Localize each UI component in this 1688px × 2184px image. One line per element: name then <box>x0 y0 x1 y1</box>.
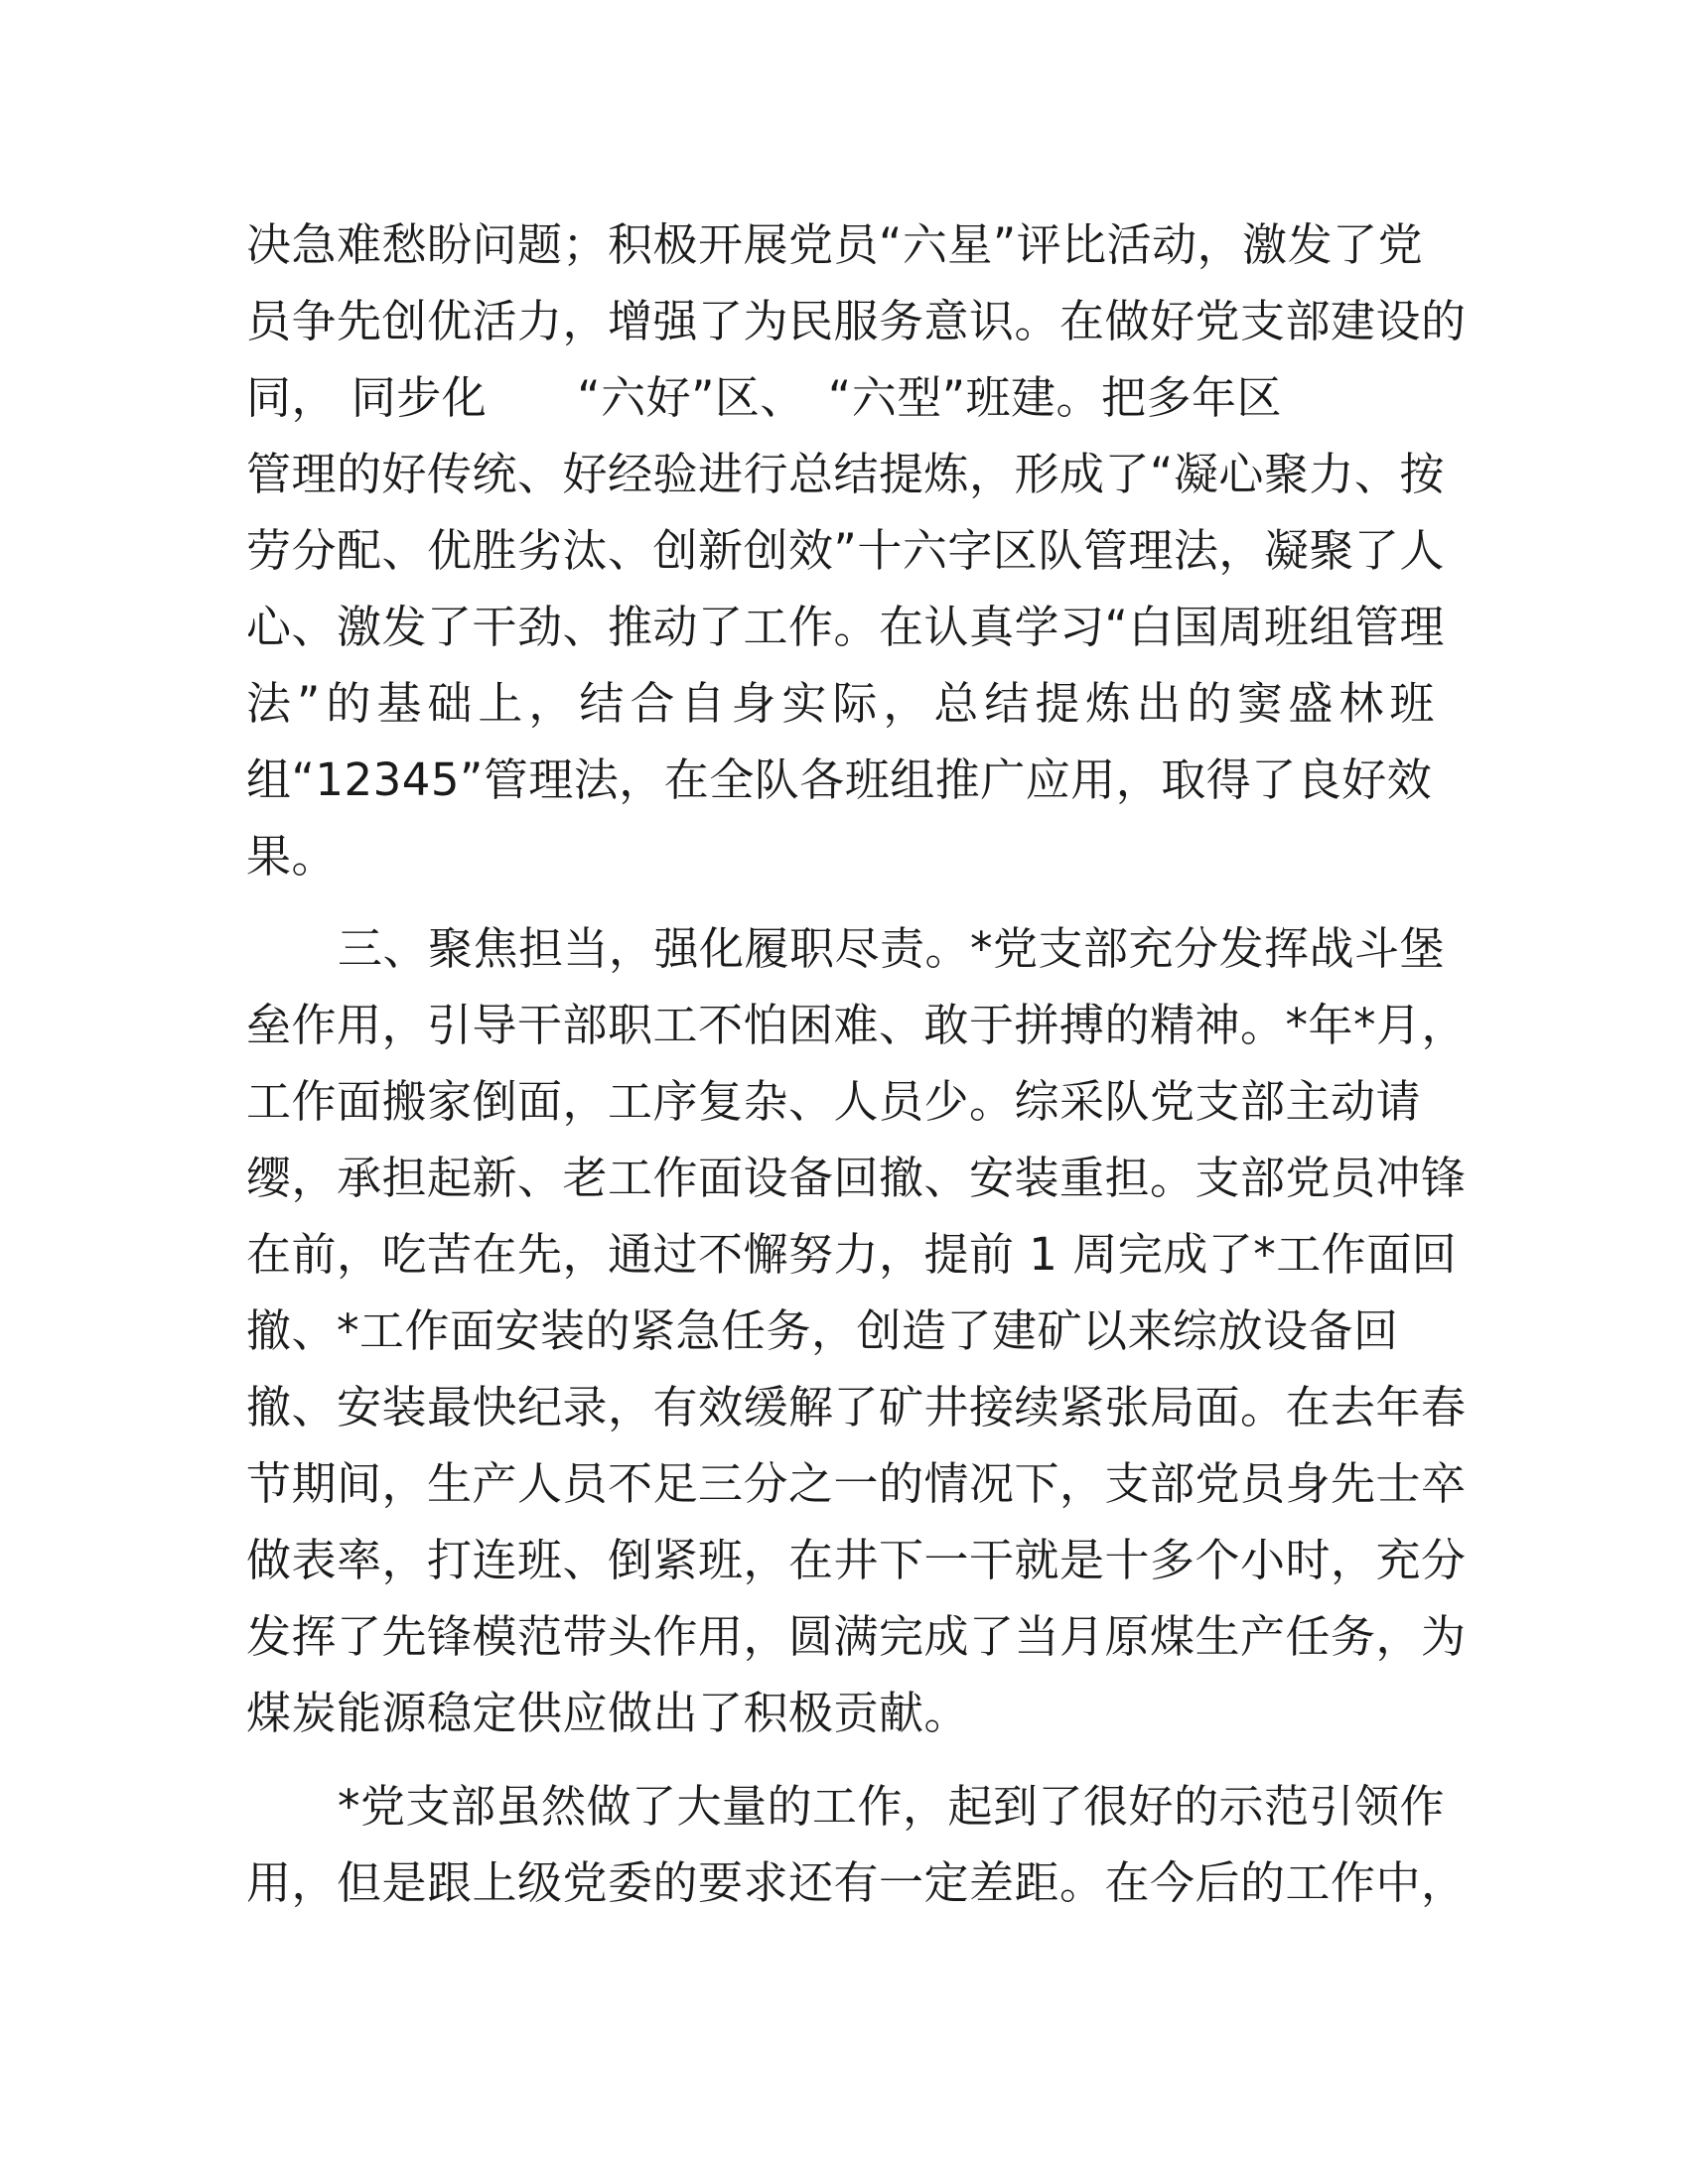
text-line-9: 果。 <box>246 830 338 883</box>
text-line-16: 撤、安装最快纪录，有效缓解了矿井接续紧张局面。在去年春 <box>246 1381 1467 1433</box>
text-line-18: 做表率，打连班、倒紧班，在井下一干就是十多个小时，充分 <box>246 1534 1467 1586</box>
section-three-first-line: 三、聚焦担当，强化履职尽责。*党支部充分发挥战斗堡 <box>338 922 1446 975</box>
text-line-5: 劳分配、优胜劣汰、创新创效”十六字区队管理法，凝聚了人 <box>246 524 1445 577</box>
text-line-13: 缨，承担起新、老工作面设备回撤、安装重担。支部党员冲锋 <box>246 1152 1467 1204</box>
text-line-17: 节期间，生产人员不足三分之一的情况下，支部党员身先士卒 <box>246 1457 1467 1510</box>
text-line-4: 管理的好传统、好经验进行总结提炼，形成了“凝心聚力、按 <box>246 448 1445 500</box>
text-line-11: 垒作用，引导干部职工不怕困难、敢于拼搏的精神。*年*月， <box>246 999 1468 1051</box>
text-line-1: 决急难愁盼问题；积极开展党员“六星”评比活动，激发了党 <box>246 218 1424 271</box>
text-line-19: 发挥了先锋模范带头作用，圆满完成了当月原煤生产任务，为 <box>246 1610 1467 1663</box>
text-line-6: 心、激发了干劲、推动了工作。在认真学习“白国周班组管理 <box>246 601 1445 653</box>
text-line-15: 撤、*工作面安装的紧急任务，创造了建矿以来综放设备回 <box>246 1304 1399 1357</box>
text-line-20: 煤炭能源稳定供应做出了积极贡献。 <box>246 1687 970 1739</box>
closing-paragraph-first-line: *党支部虽然做了大量的工作，起到了很好的示范引领作 <box>338 1780 1446 1833</box>
text-line-3: 同， 同步化 “六好”区、 “六型”班建。把多年区 <box>246 371 1283 424</box>
text-line-14: 在前，吃苦在先，通过不懈努力，提前 1 周完成了*工作面回 <box>246 1228 1458 1281</box>
text-line-22: 用，但是跟上级党委的要求还有一定差距。在今后的工作中， <box>246 1856 1467 1909</box>
text-line-12: 工作面搬家倒面，工序复杂、人员少。综采队党支部主动请 <box>246 1075 1422 1128</box>
text-line-2: 员争先创优活力，增强了为民服务意识。在做好党支部建设的 <box>246 295 1467 347</box>
text-line-7: 法”的基础上，结合自身实际，总结提炼出的窦盛林班 <box>246 677 1441 730</box>
text-line-8: 组“12345”管理法，在全队各班组推广应用，取得了良好效 <box>246 753 1433 806</box>
